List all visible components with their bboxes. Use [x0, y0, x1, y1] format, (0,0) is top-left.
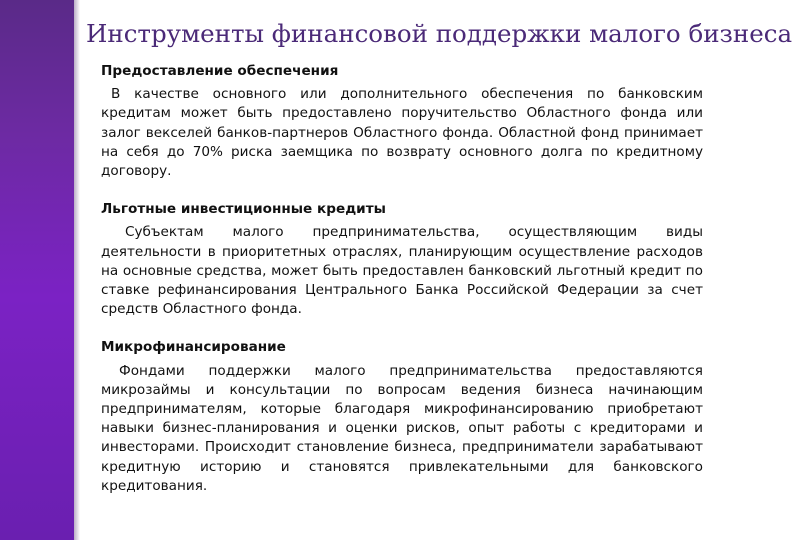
section-body: В качестве основного или дополнительного обеспечения по банковским кредитам может быть предоставлено поручительство Областного фонда или залог векселей банков-партнеров Областного фонда. Областной фонд принимает на себя до 70% риска заемщика по возврату основного долга по кредитному договору. [101, 86, 703, 180]
section-heading: Предоставление обеспечения [101, 63, 339, 79]
decorative-side-bar [0, 0, 74, 540]
section-microfinancing [101, 338, 703, 496]
section-heading: Льготные инвестиционные кредиты [101, 201, 386, 218]
section-body: Фондами поддержки малого предпринимательства предоставляются микрозаймы и консультации по вопросам ведения бизнеса начинающим предпринимателям, которые благодаря микрофинансированию приобретают навыки бизнес-планирования и оценки рисков, опыт работы с кредиторами и инвесторами. Происходит становление бизнеса, предприниматели зарабатывают кредитную историю и становятся привлекательными для банковского кредитования. [101, 362, 703, 494]
section-body: Субъектам малого предпринимательства, осуществляющим виды деятельности в приоритетных отраслях, планирующим осуществление расходов на основные средства, может быть предоставлен банковский льготный кредит по ставке рефинансирования Центрального Банка Российской Федерации за счет средств Областного фонда. [101, 224, 703, 318]
section-investment-credits [101, 200, 703, 319]
side-bar-shadow [74, 0, 80, 540]
section-heading: Микрофинансирование [101, 339, 286, 356]
section-collateral [101, 62, 703, 181]
slide-title: Инструменты финансовой поддержки малого бизнеса [86, 19, 792, 48]
slide-content [101, 62, 703, 515]
